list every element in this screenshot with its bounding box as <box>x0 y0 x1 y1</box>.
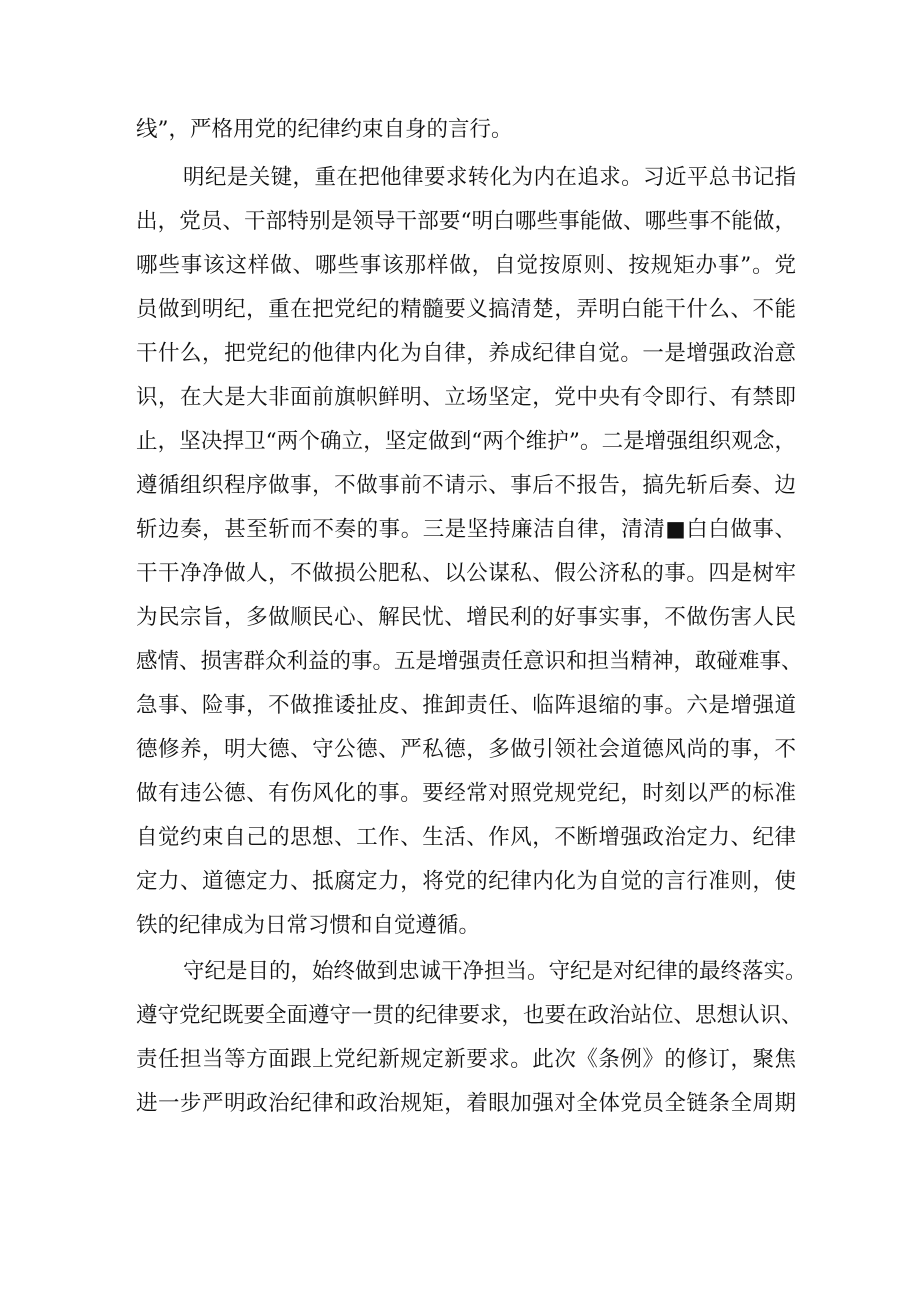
text-line: 感情、损害群众利益的事。五是增强责任意识和担当精神，敢碰难事、 <box>136 649 803 674</box>
text-line: 斩边奏，甚至斩而不奏的事。三是坚持廉洁自律，清清■白白做事、 <box>136 517 796 542</box>
text-line: 进一步严明政治纪律和政治规矩，着眼加强对全体党员全链条全周期 <box>136 1091 796 1116</box>
text-line: 铁的纪律成为日常习惯和自觉遵循。 <box>136 913 481 938</box>
paragraph-start-line: 明纪是关键，重在把他律要求转化为内在追求。习近平总书记指 <box>183 165 796 190</box>
text-line: 出，党员、干部特别是领导干部要“明白哪些事能做、哪些事不能做， <box>136 209 796 234</box>
text-line: 德修养，明大德、守公德、严私德，多做引领社会道德风尚的事，不 <box>136 737 796 762</box>
text-line: 自觉约束自己的思想、工作、生活、作风，不断增强政治定力、纪律 <box>136 825 796 850</box>
text-line: 遵循组织程序做事，不做事前不请示、事后不报告，搞先斩后奏、边 <box>136 473 796 498</box>
text-line: 为民宗旨，多做顺民心、解民忧、增民利的好事实事，不做伤害人民 <box>136 605 796 630</box>
text-line: 定力、道德定力、抵腐定力，将党的纪律内化为自觉的言行准则，使 <box>136 869 796 894</box>
text-line: 急事、险事，不做推诿扯皮、推卸责任、临阵退缩的事。六是增强道 <box>136 693 796 718</box>
text-line: 干什么，把党纪的他律内化为自律，养成纪律自觉。一是增强政治意 <box>136 341 796 366</box>
text-line: 员做到明纪，重在把党纪的精髓要义搞清楚，弄明白能干什么、不能 <box>136 297 796 322</box>
paragraph-start-line: 守纪是目的，始终做到忠诚干净担当。守纪是对纪律的最终落实。 <box>183 959 807 984</box>
text-line: 止，坚决捍卫“两个确立，坚定做到“两个维护”。二是增强组织观念， <box>136 429 796 454</box>
text-line: 线”，严格用党的纪律约束自身的言行。 <box>136 117 513 142</box>
text-line: 识，在大是大非面前旗帜鲜明、立场坚定，党中央有令即行、有禁即 <box>136 385 796 410</box>
text-line: 做有违公德、有伤风化的事。要经常对照党规党纪，时刻以严的标准 <box>136 781 796 806</box>
text-line: 遵守党纪既要全面遵守一贯的纪律要求，也要在政治站位、思想认识、 <box>136 1003 803 1028</box>
text-line: 干干净净做人，不做损公肥私、以公谋私、假公济私的事。四是树牢 <box>136 561 796 586</box>
text-line: 责任担当等方面跟上党纪新规定新要求。此次《条例》的修订，聚焦 <box>136 1047 796 1072</box>
text-line: 哪些事该这样做、哪些事该那样做，自觉按原则、按规矩办事”。党 <box>136 253 796 278</box>
